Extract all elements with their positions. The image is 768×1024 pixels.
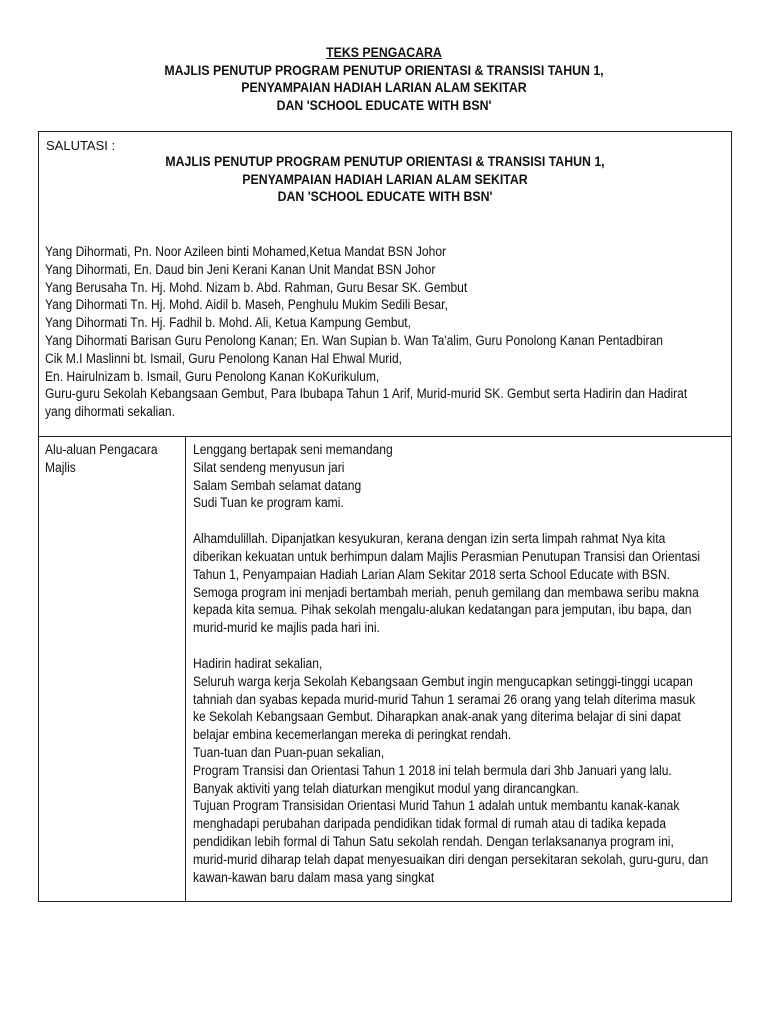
salutation-row [39, 132, 731, 437]
salutation-list [45, 243, 720, 421]
salutation-line: Guru-guru Sekolah Kebangsaan Gembut, Para Ibubapa Tahun 1 Arif, Murid-murid SK. Gembut serta Hadirin dan Hadirat [45, 386, 688, 402]
paragraph-line: pendidikan lebih formal di Tahun Satu sekolah rendah. Dengan terlaksananya program ini, [193, 833, 674, 849]
header-line: DAN 'SCHOOL EDUCATE WITH BSN' [276, 97, 492, 113]
salutation-heading [67, 153, 704, 206]
script-table [38, 131, 732, 902]
paragraph-line: Semoga program ini menjadi bertambah meriah, penuh gemilang dan membawa seribu makna [193, 584, 699, 600]
paragraph-line: Tuan-tuan dan Puan-puan sekalian, [193, 744, 385, 760]
speech-text [193, 441, 733, 886]
paragraph-line: Banyak aktiviti yang telah diaturkan mengikut modul yang dirancangkan. [193, 780, 579, 796]
salutation-heading-line: PENYAMPAIAN HADIAH LARIAN ALAM SEKITAR [242, 171, 528, 187]
speech-label-cell [39, 437, 186, 901]
salutation-line: Yang Dihormati, En. Daud bin Jeni Kerani Kanan Unit Mandat BSN Johor [45, 261, 436, 277]
speech-row [39, 437, 731, 901]
pantun-line: Salam Sembah selamat datang [193, 477, 362, 493]
salutation-line: Yang Berusaha Tn. Hj. Mohd. Nizam b. Abd. Rahman, Guru Besar SK. Gembut [45, 279, 468, 295]
salutation-heading-line: MAJLIS PENUTUP PROGRAM PENUTUP ORIENTASI & TRANSISI TAHUN 1, [165, 154, 605, 169]
salutation-line: Yang Dihormati Tn. Hj. Mohd. Aidil b. Maseh, Penghulu Mukim Sedili Besar, [45, 297, 448, 313]
paragraph-line: diberikan kekuatan untuk berhimpun dalam Majlis Perasmian Penutupan Transisi dan Orientasi [193, 548, 701, 564]
header-line: PENYAMPAIAN HADIAH LARIAN ALAM SEKITAR [241, 80, 527, 95]
paragraph-line: Alhamdulillah. Dipanjatkan kesyukuran, kerana dengan izin serta limpah rahmat Nya kita [193, 531, 666, 547]
paragraph-line: belajar embina kecemerlangan mereka di peringkat rendah. [193, 727, 512, 743]
document-title: TEKS PENGACARA [326, 45, 442, 60]
salutation-label: SALUTASI : [46, 138, 116, 153]
paragraph-line: murid-murid diharap telah dapat menyesuaikan diri dengan persekitaran sekolah, guru-guru, dan [193, 851, 709, 867]
pantun-line: Lenggang bertapak seni memandang [193, 442, 393, 457]
paragraph-line: ke Sekolah Kebangsaan Gembut. Diharapkan anak-anak yang diterima belajar di sini dapat [193, 709, 681, 725]
paragraph-line: Tujuan Program Transisidan Orientasi Murid Tahun 1 adalah untuk membantu kanak-kanak [193, 798, 680, 814]
paragraph-line: Seluruh warga kerja Sekolah Kebangsaan Gembut ingin mengucapkan setinggi-tinggi ucapan [193, 673, 693, 689]
pantun-line: Silat sendeng menyusun jari [193, 459, 345, 475]
paragraph-line: Hadirin hadirat sekalian, [193, 655, 323, 671]
paragraph-line: Program Transisi dan Orientasi Tahun 1 2018 ini telah bermula dari 3hb Januari yang lalu. [193, 762, 672, 778]
speech-label-line: Majlis [45, 459, 76, 475]
paragraph-line: kepada kita semua. Pihak sekolah mengalu-alukan kedatangan para jemputan, ibu bapa, dan [193, 602, 692, 618]
salutation-heading-line: DAN 'SCHOOL EDUCATE WITH BSN' [277, 189, 493, 204]
paragraph-line: kawan-kawan baru dalam masa yang singkat [193, 869, 435, 885]
header-line: MAJLIS PENUTUP PROGRAM PENUTUP ORIENTASI & TRANSISI TAHUN 1, [164, 62, 604, 78]
salutation-line: Yang Dihormati Barisan Guru Penolong Kanan; En. Wan Supian b. Wan Ta'alim, Guru Ponolong Kanan Pentadbiran [45, 332, 663, 348]
paragraph-line: murid-murid ke majlis pada hari ini. [193, 620, 380, 636]
salutation-line: En. Hairulnizam b. Ismail, Guru Penolong Kanan KoKurikulum, [45, 368, 380, 384]
speech-label-line: Alu-aluan Pengacara [45, 442, 158, 457]
paragraph-line: menghadapi perubahan daripada pendidikan tidak formal di rumah atau di tadika kepada [193, 816, 667, 832]
paragraph-line: tahniah dan syabas kepada murid-murid Tahun 1 seramai 26 orang yang telah diterima masuk [193, 691, 696, 707]
salutation-line: Yang Dihormati Tn. Hj. Fadhil b. Mohd. Ali, Ketua Kampung Gembut, [45, 315, 411, 331]
salutation-line: Yang Dihormati, Pn. Noor Azileen binti Mohamed,Ketua Mandat BSN Johor [45, 244, 447, 259]
pantun-line: Sudi Tuan ke program kami. [193, 495, 344, 511]
salutation-line: Cik M.I Maslinni bt. Ismail, Guru Penolong Kanan Hal Ehwal Murid, [45, 350, 403, 366]
paragraph-line: Tahun 1, Penyampaian Hadiah Larian Alam Sekitar 2018 serta School Educate with BSN. [193, 566, 670, 582]
document-header [31, 44, 738, 114]
speech-label [45, 441, 158, 477]
salutation-line: yang dihormati sekalian. [45, 404, 175, 420]
